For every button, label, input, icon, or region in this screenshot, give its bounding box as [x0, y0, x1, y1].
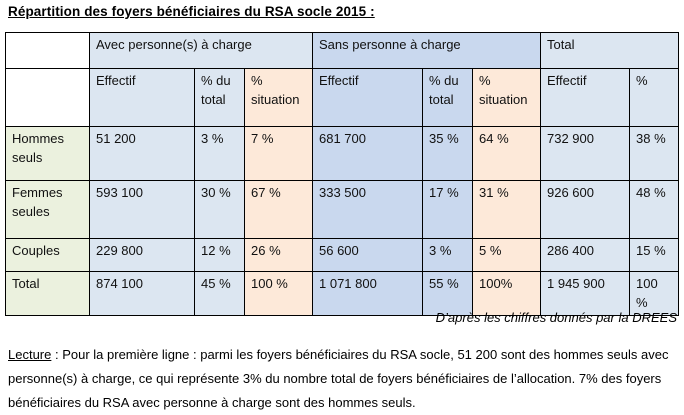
table-group-header-row — [6, 33, 679, 69]
table-cell: 31 % — [473, 181, 541, 239]
table-cell: 35 % — [423, 127, 473, 181]
table-subheader-row — [6, 69, 679, 127]
lecture-text: : Pour la première ligne : parmi les foyers bénéficiaires du RSA socle, 51 200 sont des hommes seuls avec personne(s) à charge, ce qui représente 3% du nombre total de foyers bénéficiaires de l’allocation. 7% des foyers bénéficiaires du RSA avec personne à charge sont des hommes seuls. — [8, 347, 669, 410]
table-row-couples — [6, 239, 679, 272]
subheader-avec-pct-total: % du total — [195, 69, 245, 127]
table-cell: 333 500 — [313, 181, 423, 239]
table-cell: 732 900 — [541, 127, 630, 181]
row-header: Femmes seules — [6, 181, 90, 239]
lecture-label: Lecture — [8, 347, 52, 362]
table-cell: 26 % — [245, 239, 313, 272]
subheader-total-effectif: Effectif — [541, 69, 630, 127]
table-cell: 17 % — [423, 181, 473, 239]
table-cell: 64 % — [473, 127, 541, 181]
subheader-avec-pct-situation: % situation — [245, 69, 313, 127]
rsa-distribution-table — [5, 32, 679, 316]
corner-blank-cell — [6, 33, 90, 69]
table-cell: 1 071 800 — [313, 272, 423, 316]
table-cell: 229 800 — [90, 239, 195, 272]
subheader-sans-pct-situation: % situation — [473, 69, 541, 127]
table-cell: 55 % — [423, 272, 473, 316]
table-cell: 100 % — [630, 272, 679, 316]
table-row-total — [6, 272, 679, 316]
table-cell: 30 % — [195, 181, 245, 239]
subheader-avec-effectif: Effectif — [90, 69, 195, 127]
table-cell: 100% — [473, 272, 541, 316]
row-header: Hommes seuls — [6, 127, 90, 181]
table-cell: 15 % — [630, 239, 679, 272]
table-cell: 3 % — [423, 239, 473, 272]
table-row-femmes-seules — [6, 181, 679, 239]
table-row-hommes-seuls — [6, 127, 679, 181]
subheader-sans-pct-total: % du total — [423, 69, 473, 127]
table-cell: 874 100 — [90, 272, 195, 316]
table-cell: 100 % — [245, 272, 313, 316]
table-cell: 38 % — [630, 127, 679, 181]
table-cell: 12 % — [195, 239, 245, 272]
row-header: Total — [6, 272, 90, 316]
page-title: Répartition des foyers bénéficiaires du RSA socle 2015 : — [8, 4, 375, 19]
table-cell: 67 % — [245, 181, 313, 239]
table-cell: 5 % — [473, 239, 541, 272]
group-header-sans: Sans personne à charge — [313, 33, 541, 69]
table-cell: 593 100 — [90, 181, 195, 239]
table-cell: 51 200 — [90, 127, 195, 181]
subheader-sans-effectif: Effectif — [313, 69, 423, 127]
table-cell: 56 600 — [313, 239, 423, 272]
table-cell: 1 945 900 — [541, 272, 630, 316]
corner-blank-cell — [6, 69, 90, 127]
row-header: Couples — [6, 239, 90, 272]
group-header-avec: Avec personne(s) à charge — [90, 33, 313, 69]
table-cell: 286 400 — [541, 239, 630, 272]
table-cell: 3 % — [195, 127, 245, 181]
subheader-total-pct: % — [630, 69, 679, 127]
lecture-note — [8, 343, 679, 415]
group-header-total: Total — [541, 33, 679, 69]
source-attribution: D’après les chiffres donnés par la DREES — [435, 310, 677, 325]
table-cell: 926 600 — [541, 181, 630, 239]
table-cell: 681 700 — [313, 127, 423, 181]
table-cell: 7 % — [245, 127, 313, 181]
table-cell: 48 % — [630, 181, 679, 239]
table-cell: 45 % — [195, 272, 245, 316]
